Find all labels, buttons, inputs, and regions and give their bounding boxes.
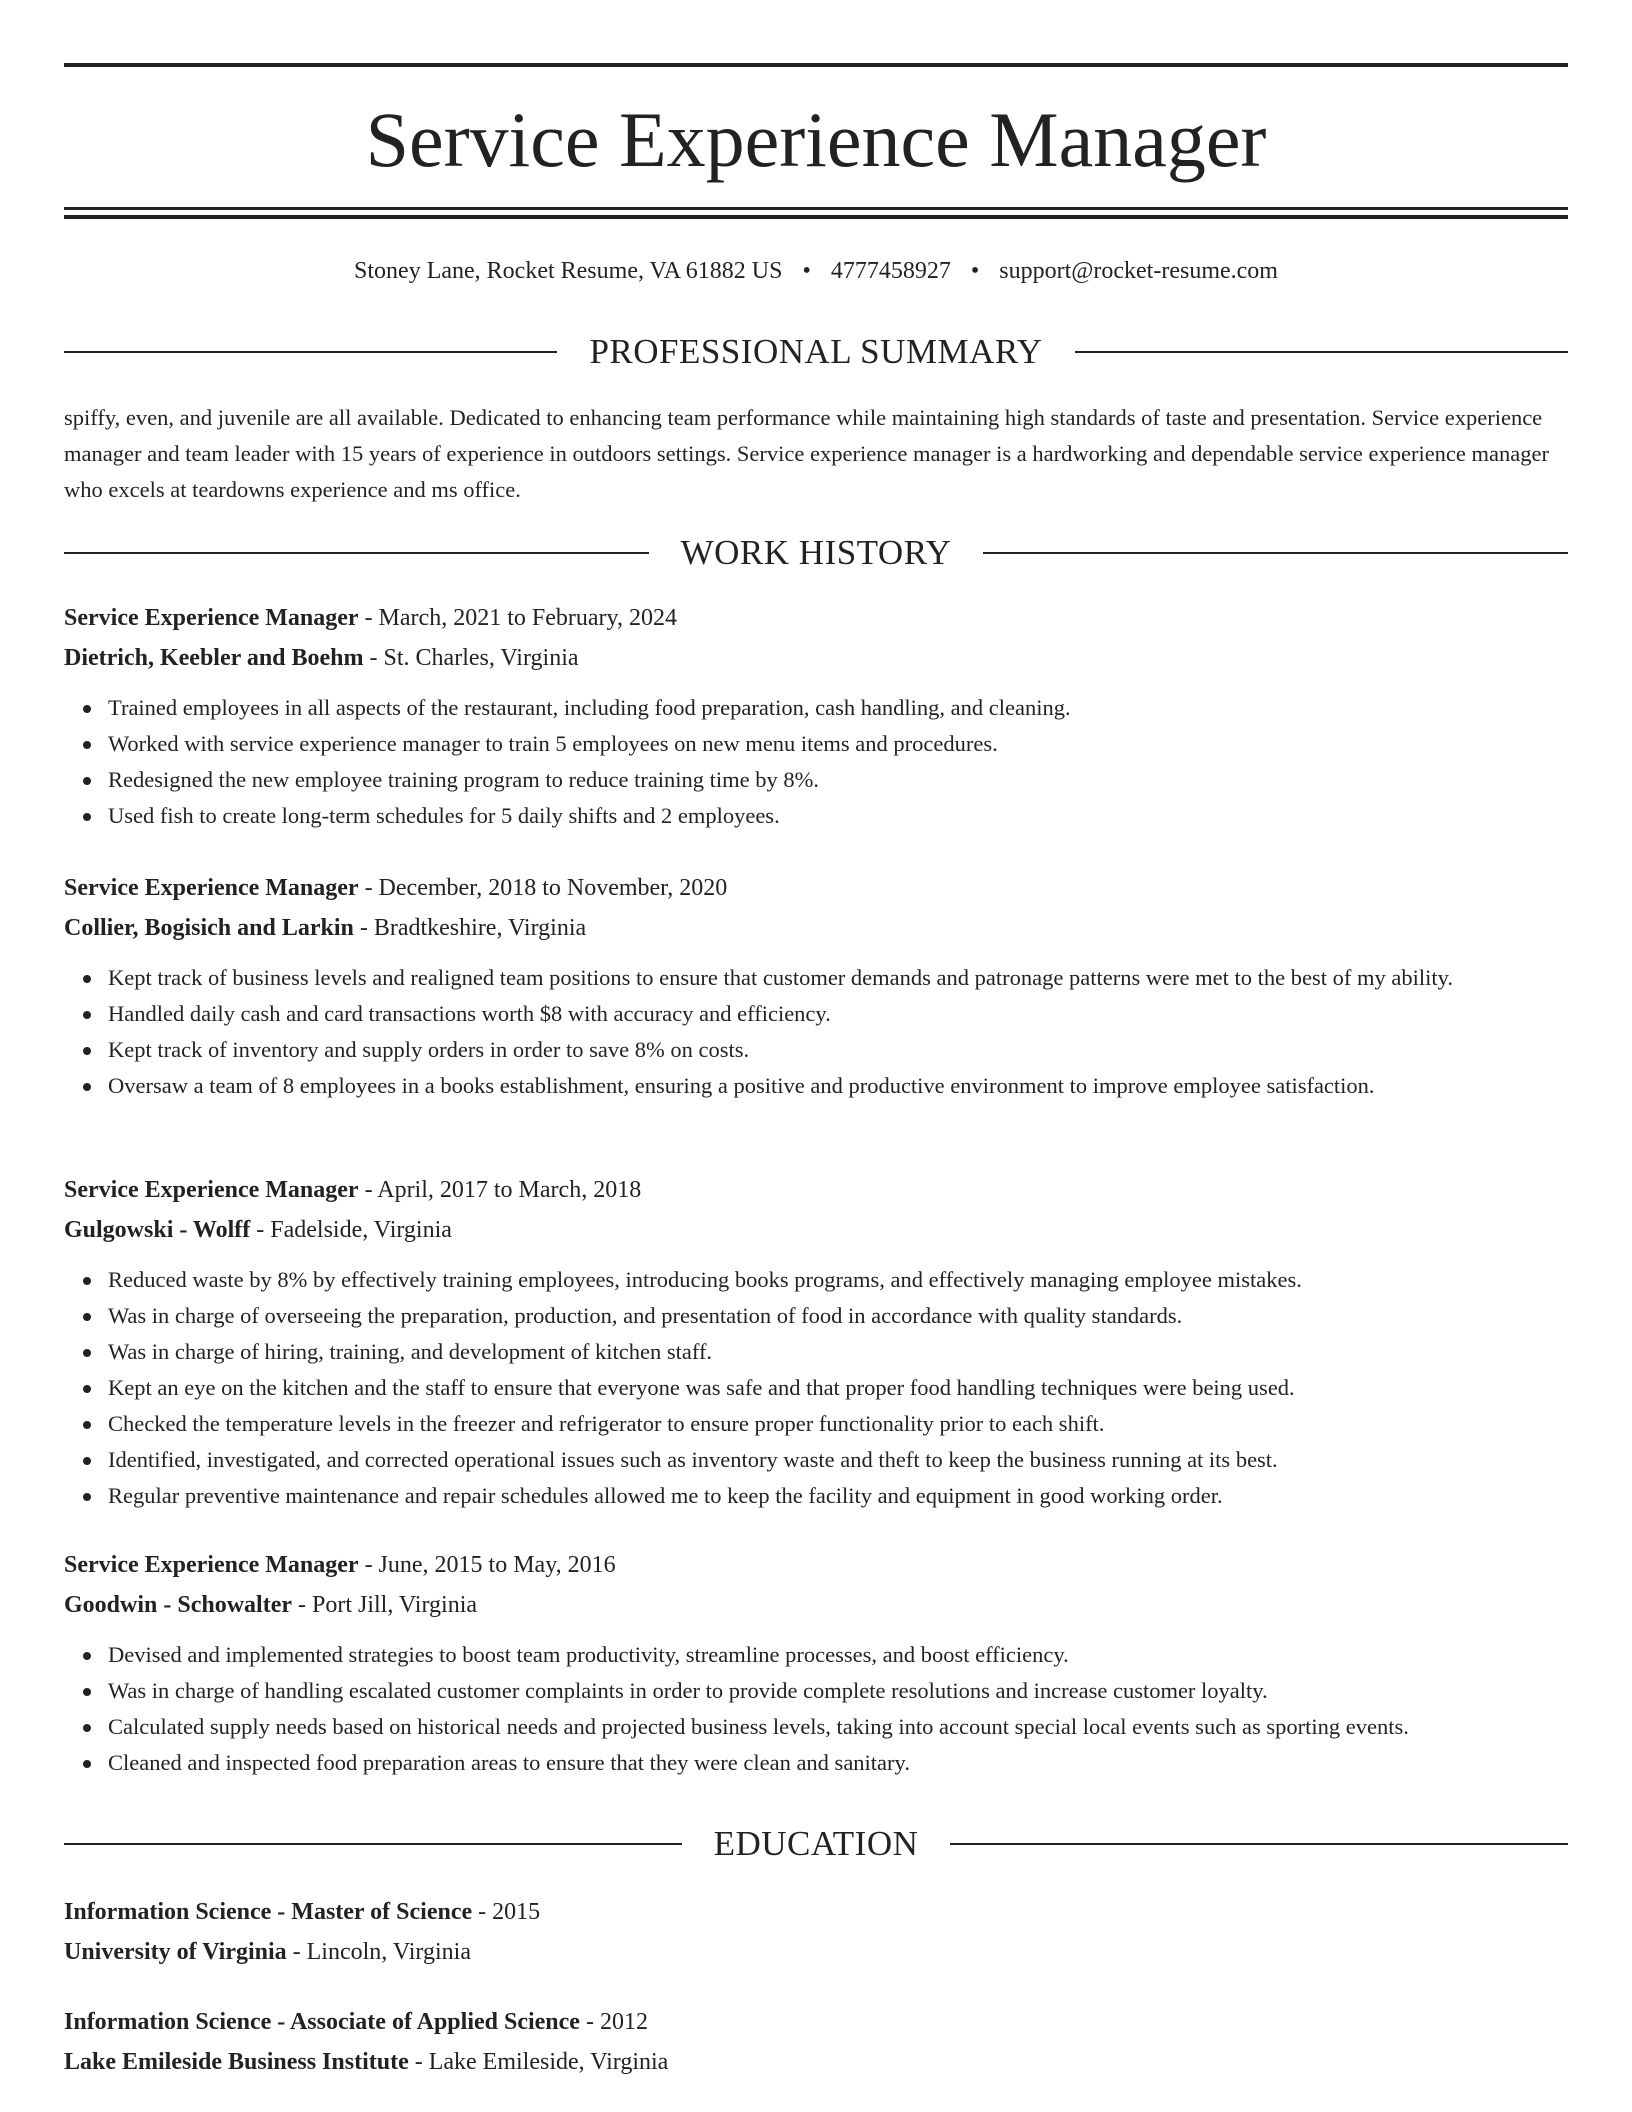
school-name: University of Virginia <box>64 1939 287 1965</box>
job-bullet: Kept track of business levels and realigned team positions to ensure that customer demands and patronage patterns were met to the best of my ability. <box>108 960 1568 996</box>
school-location: - Lake Emileside, Virginia <box>408 2049 669 2075</box>
education-section-heading <box>64 1824 1568 1864</box>
job-company: Collier, Bogisich and Larkin <box>64 915 354 941</box>
heading-rule-right <box>1075 351 1568 353</box>
degree-line <box>64 2002 1568 2042</box>
work-entry <box>64 868 1568 1104</box>
job-bullet: Was in charge of overseeing the preparation, production, and presentation of food in accordance with quality standards. <box>108 1298 1568 1334</box>
work-entry <box>64 598 1568 834</box>
job-bullet: Checked the temperature levels in the freezer and refrigerator to ensure proper functionality prior to each shift. <box>108 1406 1568 1442</box>
education-heading-label: EDUCATION <box>713 1824 919 1863</box>
school-location: - Lincoln, Virginia <box>286 1939 471 1965</box>
job-title: Service Experience Manager <box>64 605 359 631</box>
job-bullet: Kept an eye on the kitchen and the staff to ensure that everyone was safe and that proper food handling techniques were being used. <box>108 1370 1568 1406</box>
job-bullet: Oversaw a team of 8 employees in a books establishment, ensuring a positive and productive environment to improve employee satisfaction. <box>108 1068 1568 1104</box>
job-company-line <box>64 1210 1568 1250</box>
job-bullet: Calculated supply needs based on historical needs and projected business levels, taking into account special local events such as sporting events. <box>108 1709 1568 1745</box>
title-rule-lower <box>64 215 1568 219</box>
job-company-line <box>64 1585 1568 1625</box>
degree-name: Information Science - Associate of Applied Science <box>64 2009 580 2035</box>
job-title-line <box>64 868 1568 908</box>
job-title: Service Experience Manager <box>64 1552 359 1578</box>
education-entry <box>64 1892 1568 1972</box>
top-rule <box>64 63 1568 67</box>
page-title: Service Experience Manager <box>365 96 1267 183</box>
job-bullet: Redesigned the new employee training program to reduce training time by 8%. <box>108 762 1568 798</box>
heading-rule-left <box>64 351 557 353</box>
degree-year: - 2012 <box>579 2009 648 2035</box>
job-bullet: Handled daily cash and card transactions worth $8 with accuracy and efficiency. <box>108 996 1568 1032</box>
contact-separator: • <box>970 258 980 284</box>
heading-rule-right <box>950 1843 1568 1845</box>
school-line <box>64 2042 1568 2082</box>
work-history-section-heading <box>64 533 1568 573</box>
contact-address: Stoney Lane, Rocket Resume, VA 61882 US <box>354 258 783 284</box>
work-entry <box>64 1545 1568 1781</box>
job-dates: - June, 2015 to May, 2016 <box>358 1552 616 1578</box>
job-company-line <box>64 638 1568 678</box>
contact-separator: • <box>802 258 811 284</box>
job-bullet: Was in charge of hiring, training, and development of kitchen staff. <box>108 1334 1568 1370</box>
job-bullet: Trained employees in all aspects of the restaurant, including food preparation, cash handling, and cleaning. <box>108 690 1568 726</box>
contact-phone: 4777458927 <box>830 258 951 284</box>
job-bullet: Reduced waste by 8% by effectively training employees, introducing books programs, and effectively managing employee mistakes. <box>108 1262 1568 1298</box>
summary-heading-label: PROFESSIONAL SUMMARY <box>589 332 1043 371</box>
job-bullet: Worked with service experience manager to train 5 employees on new menu items and procedures. <box>108 726 1568 762</box>
degree-name: Information Science - Master of Science <box>64 1899 473 1925</box>
job-bullet-list <box>64 1637 1568 1781</box>
job-bullet-list <box>64 690 1568 834</box>
job-dates: - December, 2018 to November, 2020 <box>358 875 728 901</box>
job-bullet: Used fish to create long-term schedules for 5 daily shifts and 2 employees. <box>108 798 1568 834</box>
job-dates: - March, 2021 to February, 2024 <box>358 605 677 631</box>
work-entry <box>64 1170 1568 1514</box>
summary-section-heading <box>64 332 1568 372</box>
job-title-line <box>64 1545 1568 1585</box>
job-dates: - April, 2017 to March, 2018 <box>358 1177 642 1203</box>
job-bullet-list <box>64 960 1568 1104</box>
job-company: Goodwin - Schowalter <box>64 1592 292 1618</box>
job-title-line <box>64 598 1568 638</box>
education-entry <box>64 2002 1568 2082</box>
degree-year: - 2015 <box>472 1899 541 1925</box>
job-company-line <box>64 908 1568 948</box>
title-rule-upper <box>64 207 1568 210</box>
school-line <box>64 1932 1568 1972</box>
job-company: Dietrich, Keebler and Boehm <box>64 645 364 671</box>
job-title: Service Experience Manager <box>64 1177 359 1203</box>
job-location: - Port Jill, Virginia <box>292 1592 478 1618</box>
job-bullet: Kept track of inventory and supply orders in order to save 8% on costs. <box>108 1032 1568 1068</box>
heading-rule-left <box>64 552 649 554</box>
job-title-line <box>64 1170 1568 1210</box>
job-bullet: Was in charge of handling escalated customer complaints in order to provide complete resolutions and increase customer loyalty. <box>108 1673 1568 1709</box>
work-history-heading-label: WORK HISTORY <box>680 533 952 572</box>
contact-email: support@rocket-resume.com <box>999 258 1278 284</box>
job-location: - St. Charles, Virginia <box>363 645 579 671</box>
job-bullet: Cleaned and inspected food preparation areas to ensure that they were clean and sanitary. <box>108 1745 1568 1781</box>
heading-rule-right <box>983 552 1568 554</box>
school-name: Lake Emileside Business Institute <box>64 2049 409 2075</box>
contact-line <box>64 254 1568 288</box>
job-location: - Bradtkeshire, Virginia <box>353 915 587 941</box>
job-bullet: Identified, investigated, and corrected operational issues such as inventory waste and theft to keep the business running at its best. <box>108 1442 1568 1478</box>
degree-line <box>64 1892 1568 1932</box>
job-bullet: Regular preventive maintenance and repair schedules allowed me to keep the facility and equipment in good working order. <box>108 1478 1568 1514</box>
job-title: Service Experience Manager <box>64 875 359 901</box>
job-bullet: Devised and implemented strategies to boost team productivity, streamline processes, and boost efficiency. <box>108 1637 1568 1673</box>
job-bullet-list <box>64 1262 1568 1514</box>
job-company: Gulgowski - Wolff <box>64 1217 251 1243</box>
heading-rule-left <box>64 1843 682 1845</box>
job-location: - Fadelside, Virginia <box>250 1217 452 1243</box>
summary-text: spiffy, even, and juvenile are all available. Dedicated to enhancing team performance while maintaining high standards of taste and presentation. Service experience manager and team leader with 15 years of experience in outdoors settings. Service experience manager is a hardworking and dependable service experience manager who excels at teardowns experience and ms office. <box>64 405 1549 502</box>
